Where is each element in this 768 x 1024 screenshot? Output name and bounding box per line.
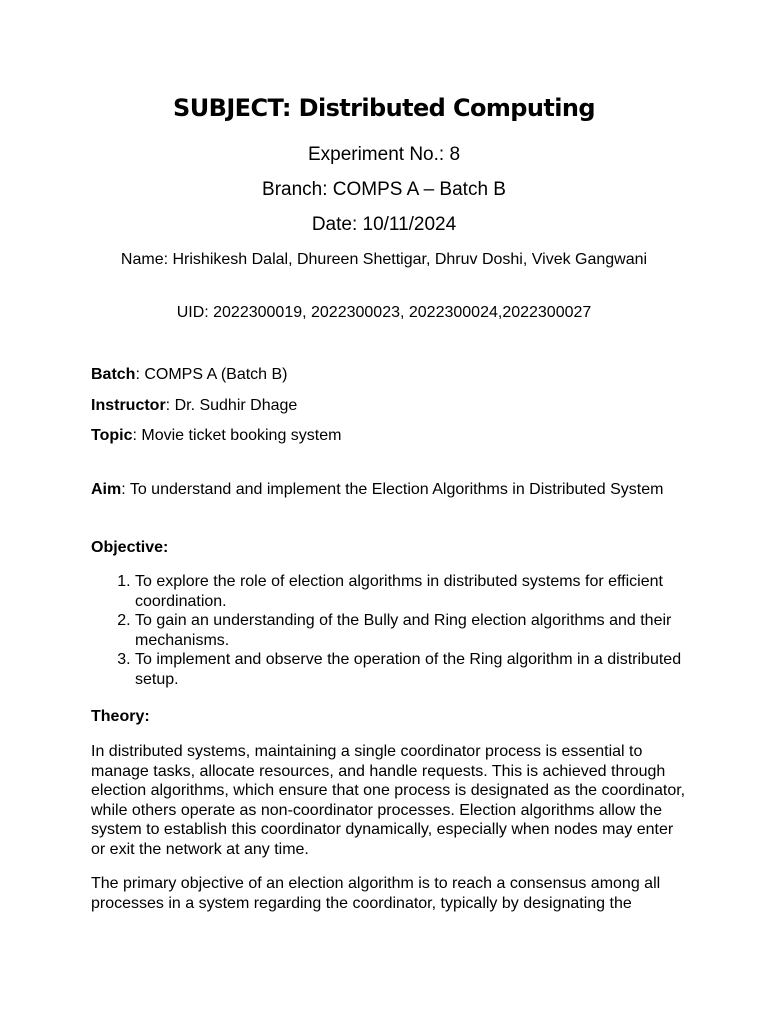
uid-line: UID: 2022300019, 2022300023, 2022300024,2022300027 [176,304,592,321]
branch-line: Branch: COMPS A – Batch B [262,179,506,200]
topic-value: : Movie ticket booking system [132,427,342,444]
instructor-field [91,397,297,415]
objective-item: 2. To gain an understanding of the Bully and Ring election algorithms and their mechanisms. [135,611,725,650]
aim-text: : To understand and implement the Election Algorithms in Distributed System [121,481,664,498]
batch-field [91,366,288,384]
student-names: Name: Hrishikesh Dalal, Dhureen Shettigar, Dhruv Doshi, Vivek Gangwani [120,251,648,268]
batch-label: Batch [91,366,136,383]
objective-item: 3. To implement and observe the operation of the Ring algorithm in a distributed setup. [135,650,725,689]
objective-item: 1. To explore the role of election algorithms in distributed systems for efficient coordination. [135,572,725,611]
topic-field [91,427,341,445]
theory-heading: Theory: [91,708,150,725]
experiment-number: Experiment No.: 8 [307,144,461,165]
subject-title: SUBJECT: Distributed Computing [173,94,595,122]
theory-paragraph: In distributed systems, maintaining a single coordinator process is essential to manage tasks, allocate resources, and handle requests. This is achieved through election algorithms, which ensure that one process is designated as the coordinator, while others operate as non-coordinator processes. Election algorithms allow the system to establish this coordinator dynamically, especially when nodes may enter or exit the network at any time. [91,743,686,858]
objective-heading: Objective: [91,539,169,556]
objective-list [91,572,725,689]
batch-value: : COMPS A (Batch B) [135,366,288,383]
aim-statement [91,480,681,500]
topic-label: Topic [91,427,133,444]
date-line: Date: 10/11/2024 [311,214,457,235]
instructor-value: : Dr. Sudhir Dhage [165,397,298,414]
theory-paragraph: The primary objective of an election algorithm is to reach a consensus among all processes in a system regarding the coordinator, typically by designating the [91,875,661,912]
aim-label: Aim [91,481,122,498]
instructor-label: Instructor [91,397,166,414]
